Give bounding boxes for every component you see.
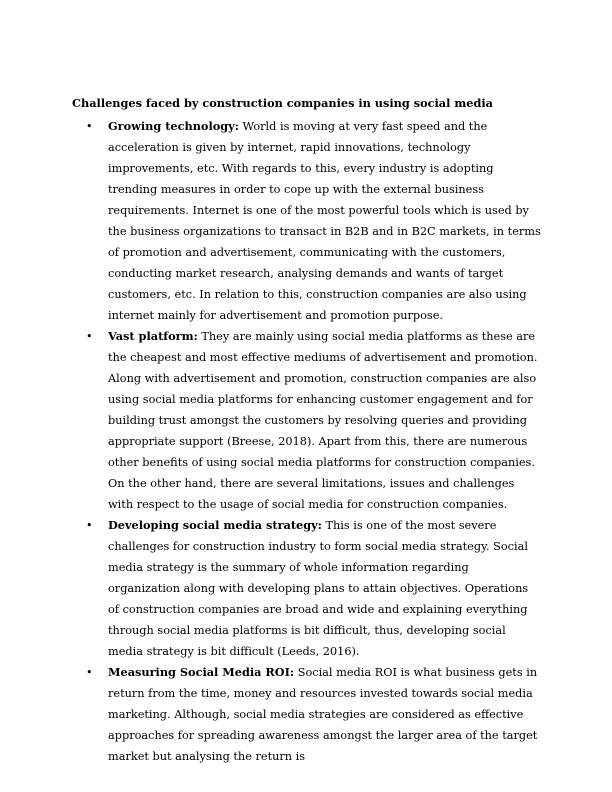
bullet-text: This is one of the most severe challenges for construction industry to form social media strategy. Social media strategy is the summary of whole information regarding organization along with developing plans to attain objectives. Operations of construction companies are broad and wide and explaining everything through social media platforms is bit difficult, thus, developing social media strategy is bit difficult (Leeds, 2016). [108, 519, 529, 658]
list-item-growing-technology [72, 116, 542, 326]
list-item-measuring-roi [72, 662, 542, 767]
bullet-text: World is moving at very fast speed and the acceleration is given by internet, rapid innovations, technology improvements, etc. With regards to this, every industry is adopting trending measures in order to cope up with the external business requirements. Internet is one of the most powerful tools which is used by the business organizations to transact in B2B and in B2C markets, in terms of promotion and advertisement, communicating with the customers, conducting market research, analysing demands and wants of target customers, etc. In relation to this, construction companies are also using internet mainly for advertisement and promotion purpose. [108, 120, 541, 322]
challenges-list [72, 116, 542, 767]
bullet-icon: • [86, 666, 93, 679]
bullet-icon: • [86, 519, 93, 532]
bullet-text: Social media ROI is what business gets in return from the time, money and resources invested towards social media marketing. Although, social media strategies are considered as effective approaches for spreading awareness amongst the larger area of the target market but analysing the return is [108, 666, 538, 763]
bullet-term: Developing social media strategy: [108, 518, 322, 532]
list-item-developing-strategy [72, 515, 542, 662]
list-item-vast-platform [72, 326, 542, 515]
bullet-icon: • [86, 330, 93, 343]
bullet-term: Vast platform: [108, 329, 198, 343]
bullet-icon: • [86, 120, 93, 133]
bullet-term: Growing technology: [108, 119, 239, 133]
section-heading: Challenges faced by construction companies in using social media [72, 96, 493, 110]
bullet-text: They are mainly using social media platforms as these are the cheapest and most effective mediums of advertisement and promotion. Along with advertisement and promotion, construction companies are also using social media platforms for enhancing customer engagement and for building trust amongst the customers by resolving queries and providing appropriate support (Breese, 2018). Apart from this, there are numerous other benefits of using social media platforms for construction companies. On the other hand, there are several limitations, issues and challenges with respect to the usage of social media for construction companies. [108, 330, 538, 511]
bullet-term: Measuring Social Media ROI: [108, 665, 295, 679]
